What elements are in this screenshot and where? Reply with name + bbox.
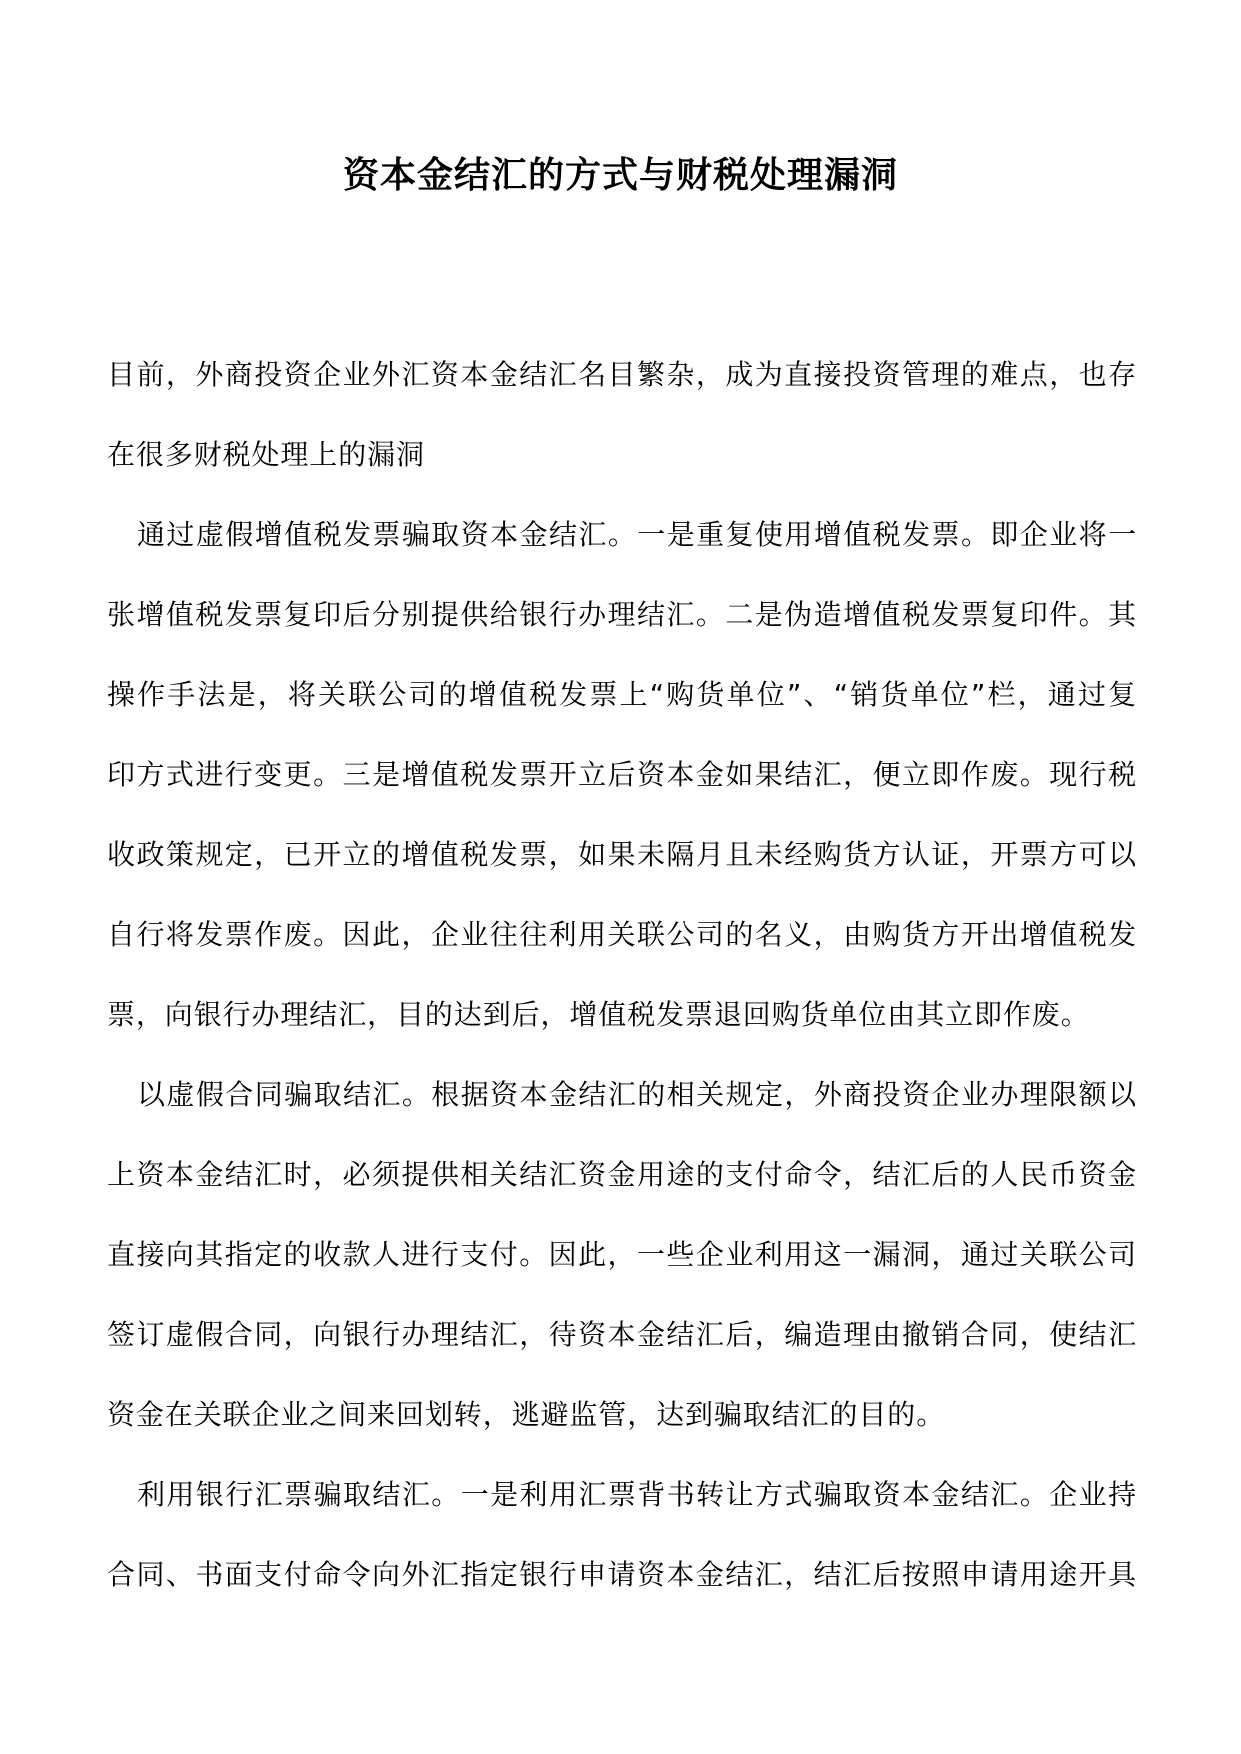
paragraph-4-line-2: 合同、书面支付命令向外汇指定银行申请资本金结汇，结汇后按照申请用途开具	[107, 1558, 1137, 1591]
paragraph-2-line-5: 收政策规定，已开立的增值税发票，如果未隔月且未经购货方认证，开票方可以	[107, 838, 1137, 871]
paragraph-3-line-4: 签订虚假合同，向银行办理结汇，待资本金结汇后，编造理由撤销合同，使结汇	[107, 1318, 1137, 1351]
paragraph-1-line-1: 目前，外商投资企业外汇资本金结汇名目繁杂，成为直接投资管理的难点，也存	[107, 358, 1137, 391]
paragraph-3-line-2: 上资本金结汇时，必须提供相关结汇资金用途的支付命令，结汇后的人民币资金	[107, 1158, 1137, 1191]
paragraph-2-line-6: 自行将发票作废。因此，企业往往利用关联公司的名义，由购货方开出增值税发	[107, 918, 1137, 951]
paragraph-2-line-3: 操作手法是，将关联公司的增值税发票上“购货单位”、“销货单位”栏，通过复	[107, 678, 1137, 711]
paragraph-3-line-5: 资金在关联企业之间来回划转，逃避监管，达到骗取结汇的目的。	[107, 1398, 946, 1431]
paragraph-1-line-2: 在很多财税处理上的漏洞	[107, 438, 425, 471]
paragraph-3-line-1: 以虚假合同骗取结汇。根据资本金结汇的相关规定，外商投资企业办理限额以	[137, 1078, 1137, 1111]
paragraph-2-line-4: 印方式进行变更。三是增值税发票开立后资本金如果结汇，便立即作废。现行税	[107, 758, 1137, 791]
paragraph-4-line-1: 利用银行汇票骗取结汇。一是利用汇票背书转让方式骗取资本金结汇。企业持	[137, 1478, 1137, 1511]
paragraph-3-line-3: 直接向其指定的收款人进行支付。因此，一些企业利用这一漏洞，通过关联公司	[107, 1238, 1137, 1271]
paragraph-2-line-7: 票，向银行办理结汇，目的达到后，增值税发票退回购货单位由其立即作废。	[107, 998, 1090, 1031]
document-body	[107, 335, 1137, 1615]
paragraph-2-line-1: 通过虚假增值税发票骗取资本金结汇。一是重复使用增值税发票。即企业将一	[137, 518, 1137, 551]
document-title: 资本金结汇的方式与财税处理漏洞	[342, 154, 898, 196]
paragraph-2-line-2: 张增值税发票复印后分别提供给银行办理结汇。二是伪造增值税发票复印件。其	[107, 598, 1137, 631]
